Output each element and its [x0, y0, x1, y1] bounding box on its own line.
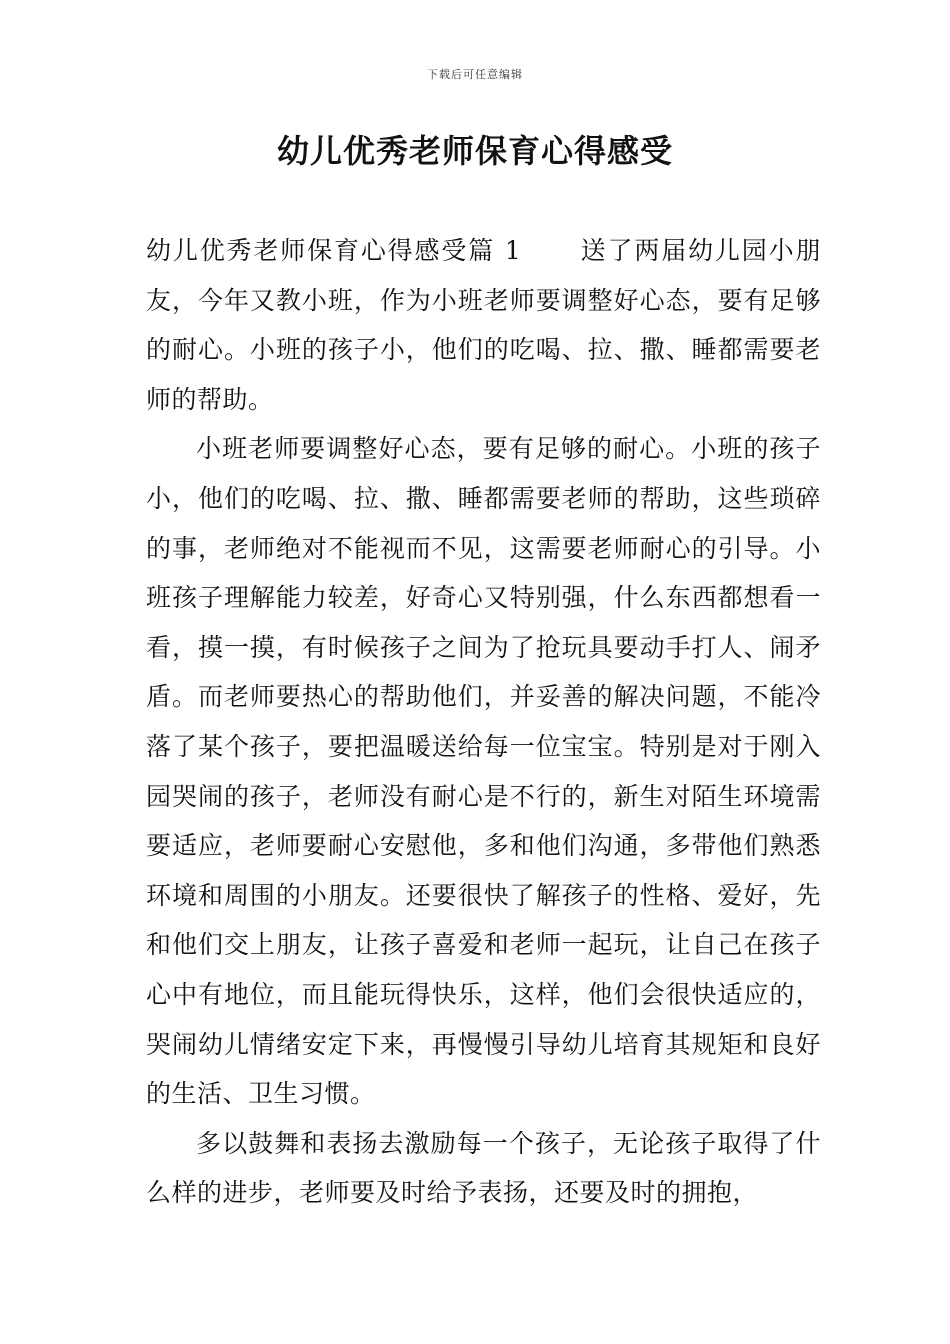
paragraph-3: 多以鼓舞和表扬去激励每一个孩子，无论孩子取得了什么样的进步，老师要及时给予表扬，还要及时的拥抱， — [146, 1128, 821, 1208]
document-body — [146, 226, 821, 1218]
paragraph-1-text: 送了两届幼儿园小朋友，今年又教小班，作为小班老师要调整好心态，要有足够的耐心。小班的孩子小，他们的吃喝、拉、撒、睡都需要老师的帮助。 — [146, 236, 821, 414]
header-note: 下载后可任意编辑 — [427, 68, 523, 81]
paragraph-1 — [146, 226, 821, 424]
paragraph-2: 小班老师要调整好心态，要有足够的耐心。小班的孩子小，他们的吃喝、拉、撒、睡都需要老师的帮助，这些琐碎的事，老师绝对不能视而不见，这需要老师耐心的引导。小班孩子理解能力较差，好奇心又特别强，什么东西都想看一看，摸一摸，有时候孩子之间为了抢玩具要动手打人、闹矛盾。而老师要热心的帮助他们，并妥善的解决问题，不能冷落了某个孩子，要把温暖送给每一位宝宝。特别是对于刚入园哭闹的孩子，老师没有耐心是不行的，新生对陌生环境需要适应，老师要耐心安慰他，多和他们沟通，多带他们熟悉环境和周围的小朋友。还要很快了解孩子的性格、爱好，先和他们交上朋友，让孩子喜爱和老师一起玩，让自己在孩子心中有地位，而且能玩得快乐，这样，他们会很快适应的，哭闹幼儿情绪安定下来，再慢慢引导幼儿培育其规矩和良好的生活、卫生习惯。 — [146, 434, 821, 1109]
document-title: 幼儿优秀老师保育心得感受 — [276, 132, 673, 170]
paragraph-1-lead: 幼儿优秀老师保育心得感受篇 1 — [146, 236, 522, 265]
